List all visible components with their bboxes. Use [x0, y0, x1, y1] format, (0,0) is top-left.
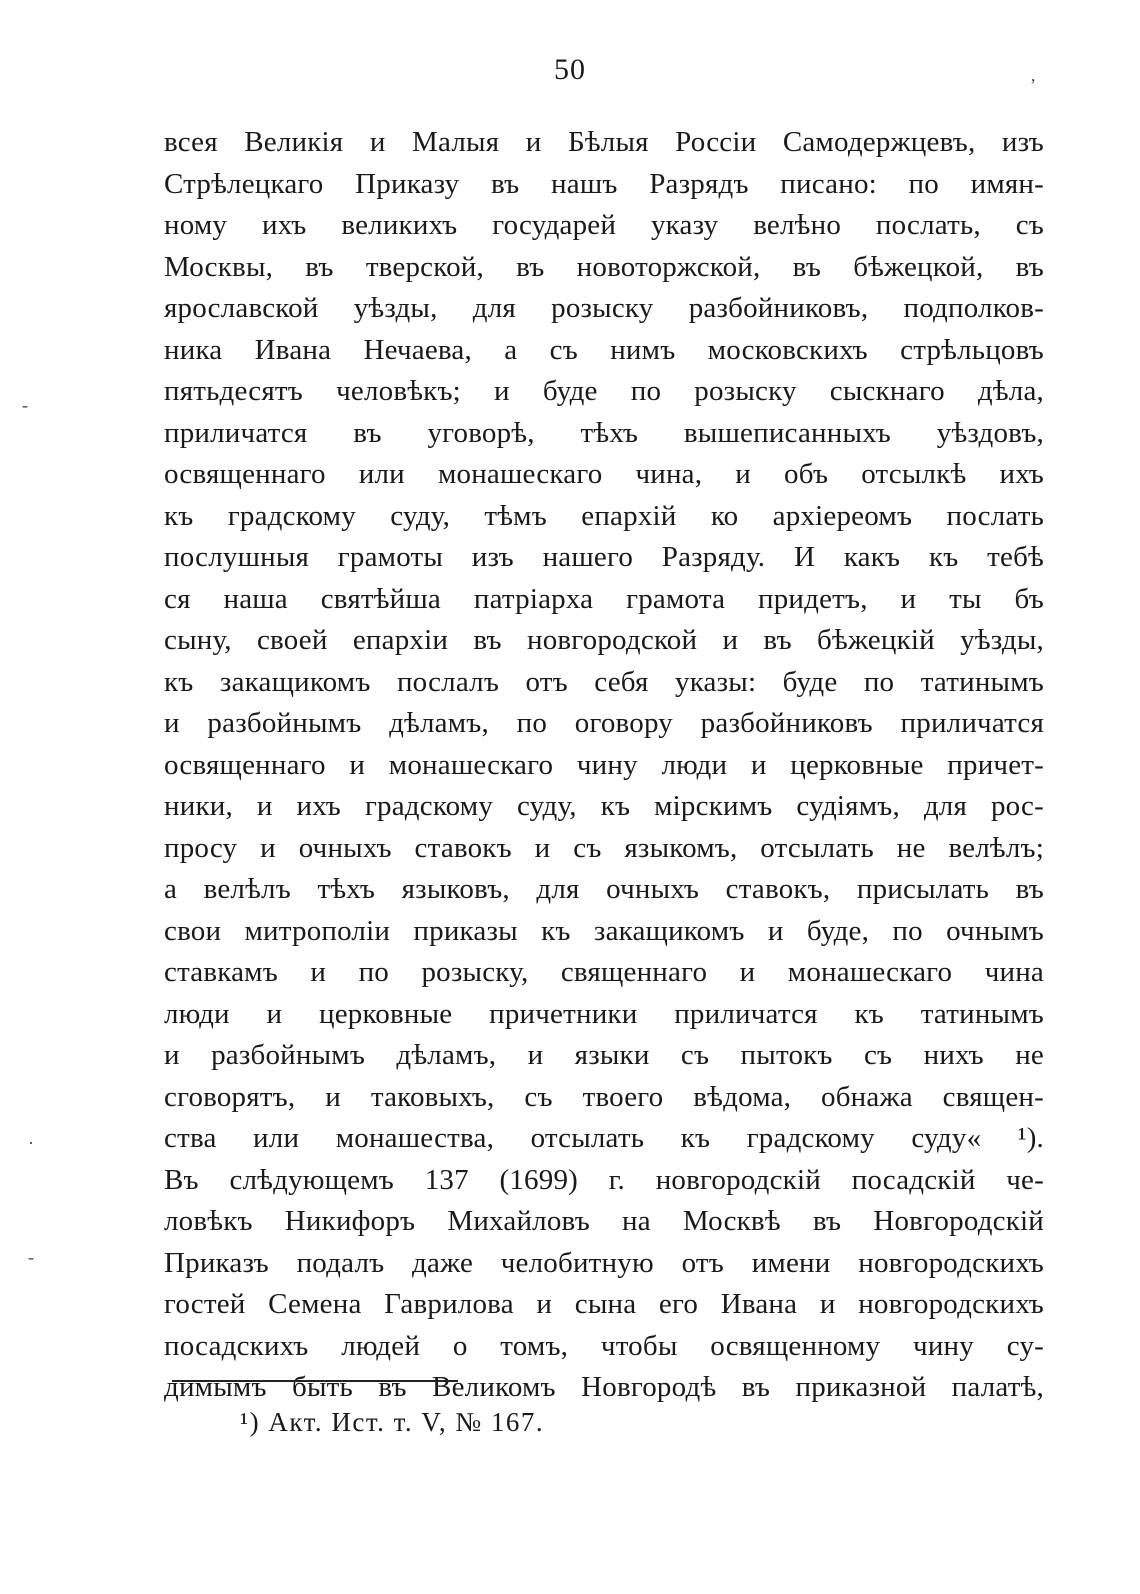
main-text: [164, 122, 1044, 1409]
text-line: всея Великія и Малыя и Бѣлыя Россіи Самодержцевъ, изъ: [164, 126, 1044, 158]
margin-mark: -: [28, 1247, 34, 1267]
text-line: гостей Семена Гаврилова и сына его Ивана и новгородскихъ: [164, 1288, 1044, 1320]
footnote: ¹) Акт. Ист. т. V, № 167.: [240, 1407, 545, 1437]
text-line: приличатся въ уговорѣ, тѣхъ вышеписанныхъ уѣздовъ,: [164, 416, 1044, 449]
text-line: ства или монашества, отсылать къ градскому суду« ¹).: [164, 1122, 1044, 1154]
text-line: къ закащикомъ послалъ отъ себя указы: буде по татинымъ: [164, 665, 1044, 698]
text-line: Москвы, въ тверской, въ новоторжской, въ бѣжецкой, въ: [164, 250, 1044, 283]
text-line: Стрѣлецкаго Приказу въ нашъ Разрядъ писано: по имян-: [164, 167, 1044, 200]
text-line: и разбойнымъ дѣламъ, и языки съ пытокъ съ нихъ не: [164, 1039, 1044, 1071]
text-line: димымъ быть въ Великомъ Новгородѣ въ приказной палатѣ,: [164, 1371, 1044, 1403]
text-line: пятьдесятъ человѣкъ; и буде по розыску сыскнаго дѣла,: [164, 375, 1044, 407]
text-line: освященнаго или монашескаго чина, и объ отсылкѣ ихъ: [164, 458, 1044, 490]
text-line: ловѣкъ Никифоръ Михайловъ на Москвѣ въ Новгородскій: [164, 1205, 1044, 1237]
text-line: ставкамъ и по розыску, священнаго и монашескаго чина: [164, 956, 1044, 988]
text-line: и разбойнымъ дѣламъ, по оговору разбойниковъ приличатся: [164, 707, 1044, 739]
text-line: просу и очныхъ ставокъ и съ языкомъ, отсылать не велѣлъ;: [164, 831, 1044, 864]
margin-mark: ·: [28, 1133, 34, 1153]
text-line: къ градскому суду, тѣмъ епархій ко архіереомъ послать: [164, 499, 1044, 532]
text-line: сыну, своей епархіи въ новгородской и въ бѣжецкій уѣзды,: [164, 624, 1044, 656]
margin-mark: ʼ: [1030, 75, 1036, 95]
text-line: а велѣлъ тѣхъ языковъ, для очныхъ ставокъ, присылать въ: [164, 873, 1044, 905]
text-line: освященнаго и монашескаго чину люди и церковные причет-: [164, 748, 1044, 781]
text-line: ному ихъ великихъ государей указу велѣно послать, съ: [164, 209, 1044, 241]
text-line: ники, и ихъ градскому суду, къ мірскимъ судіямъ, для рос-: [164, 790, 1044, 822]
margin-mark: -: [22, 395, 28, 415]
text-line: Приказъ подалъ даже челобитную отъ имени новгородскихъ: [164, 1246, 1044, 1279]
text-line: свои митрополіи приказы къ закащикомъ и буде, по очнымъ: [164, 914, 1044, 947]
footnote-rule: [172, 1380, 458, 1382]
text-line: посадскихъ людей о томъ, чтобы освященному чину су-: [164, 1329, 1044, 1362]
page-number: 50: [554, 53, 586, 86]
text-line: ся наша святѣйша патріарха грамота придетъ, и ты бъ: [164, 582, 1044, 615]
text-line: Въ слѣдующемъ 137 (1699) г. новгородскій посадскій че-: [164, 1163, 1044, 1196]
text-line: сговорятъ, и таковыхъ, съ твоего вѣдома, обнажа священ-: [164, 1080, 1044, 1113]
text-line: ярославской уѣзды, для розыску разбойниковъ, подполков-: [164, 292, 1044, 324]
text-line: послушныя грамоты изъ нашего Разряду. И какъ къ тебѣ: [164, 541, 1044, 573]
text-line: люди и церковные причетники приличатся къ татинымъ: [164, 997, 1044, 1030]
text-line: ника Ивана Нечаева, а съ нимъ московскихъ стрѣльцовъ: [164, 333, 1044, 366]
